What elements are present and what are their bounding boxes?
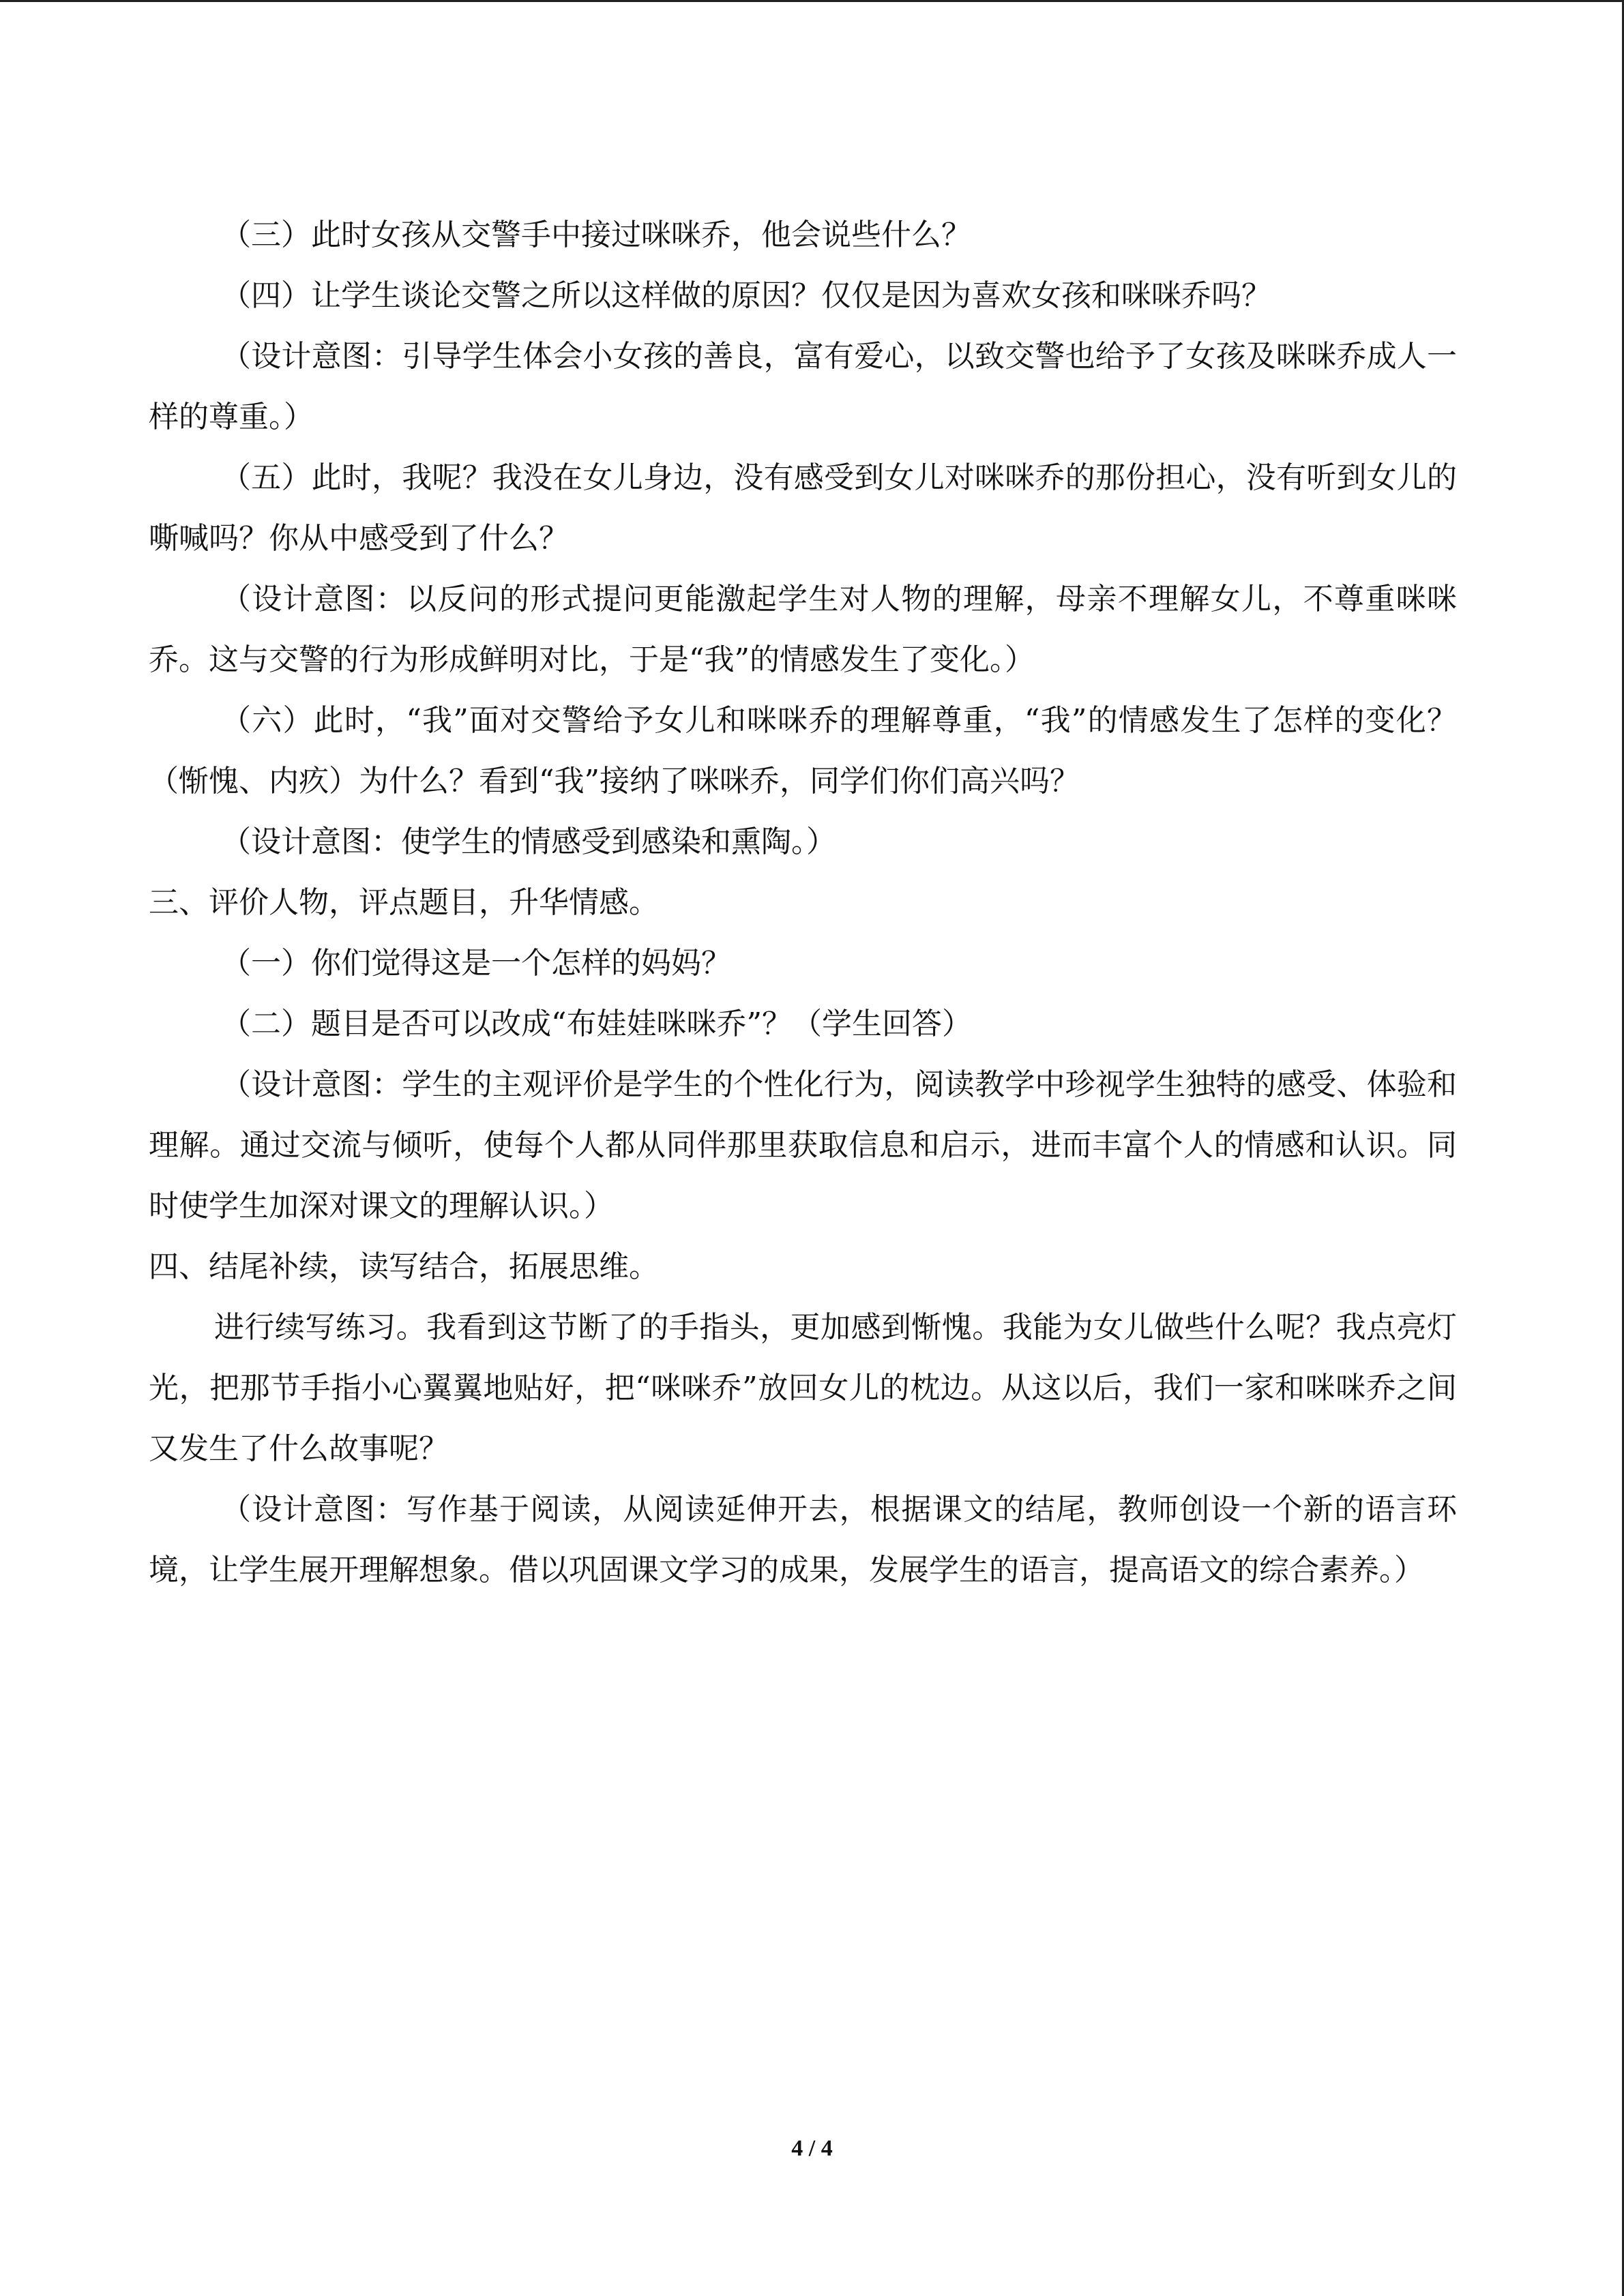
- paragraph-question-4: （四）让学生谈论交警之所以这样做的原因？仅仅是因为喜欢女孩和咪咪乔吗？: [221, 278, 1271, 313]
- paragraph-design-intent-1: （设计意图：引导学生体会小女孩的善良，富有爱心，以致交警也给予了女孩及咪咪乔成人一样的尊重。）: [149, 339, 1457, 434]
- section-heading-3: 三、评价人物，评点题目，升华情感。: [149, 885, 659, 920]
- section-heading-4: 四、结尾补续，读写结合，拓展思维。: [149, 1249, 659, 1284]
- paragraph-design-intent-4: （设计意图：学生的主观评价是学生的个性化行为，阅读教学中珍视学生独特的感受、体验和理解。通过交流与倾听，使每个人都从同伴那里获取信息和启示，进而丰富个人的情感和认识。同时使学生加深对课文的理解认识。）: [149, 1067, 1457, 1223]
- paragraph-design-intent-2: （设计意图：以反问的形式提问更能激起学生对人物的理解，母亲不理解女儿，不尊重咪咪乔。这与交警的行为形成鲜明对比，于是“我”的情感发生了变化。）: [149, 582, 1457, 677]
- page-top-border: [0, 0, 1624, 2]
- paragraph-question-5: （五）此时，我呢？我没在女儿身边，没有感受到女儿对咪咪乔的那份担心，没有听到女儿的嘶喊吗？你从中感受到了什么？: [149, 460, 1457, 556]
- paragraph-design-intent-5: （设计意图：写作基于阅读，从阅读延伸开去，根据课文的结尾，教师创设一个新的语言环境，让学生展开理解想象。借以巩固课文学习的成果，发展学生的语言，提高语文的综合素养。）: [149, 1492, 1457, 1587]
- paragraph-writing-exercise: 进行续写练习。我看到这节断了的手指头，更加感到惭愧。我能为女儿做些什么呢？我点亮灯光，把那节手指小心翼翼地贴好，把“咪咪乔”放回女儿的枕边。从这以后，我们一家和咪咪乔之间又发生了什么故事呢？: [149, 1310, 1457, 1466]
- page-number: 4 / 4: [791, 2136, 833, 2161]
- paragraph-question-section3-1: （一）你们觉得这是一个怎样的妈妈？: [221, 946, 731, 981]
- paragraph-question-3: （三）此时女孩从交警手中接过咪咪乔，他会说些什么？: [221, 218, 971, 252]
- document-body: [149, 205, 1457, 1600]
- paragraph-question-6: （六）此时，“我”面对交警给予女儿和咪咪乔的理解尊重，“我”的情感发生了怎样的变化？（惭愧、内疚）为什么？看到“我”接纳了咪咪乔，同学们你们高兴吗？: [149, 703, 1457, 799]
- paragraph-design-intent-3: （设计意图：使学生的情感受到感染和熏陶。）: [221, 824, 836, 859]
- paragraph-question-section3-2: （二）题目是否可以改成“布娃娃咪咪乔”？（学生回答）: [221, 1007, 972, 1041]
